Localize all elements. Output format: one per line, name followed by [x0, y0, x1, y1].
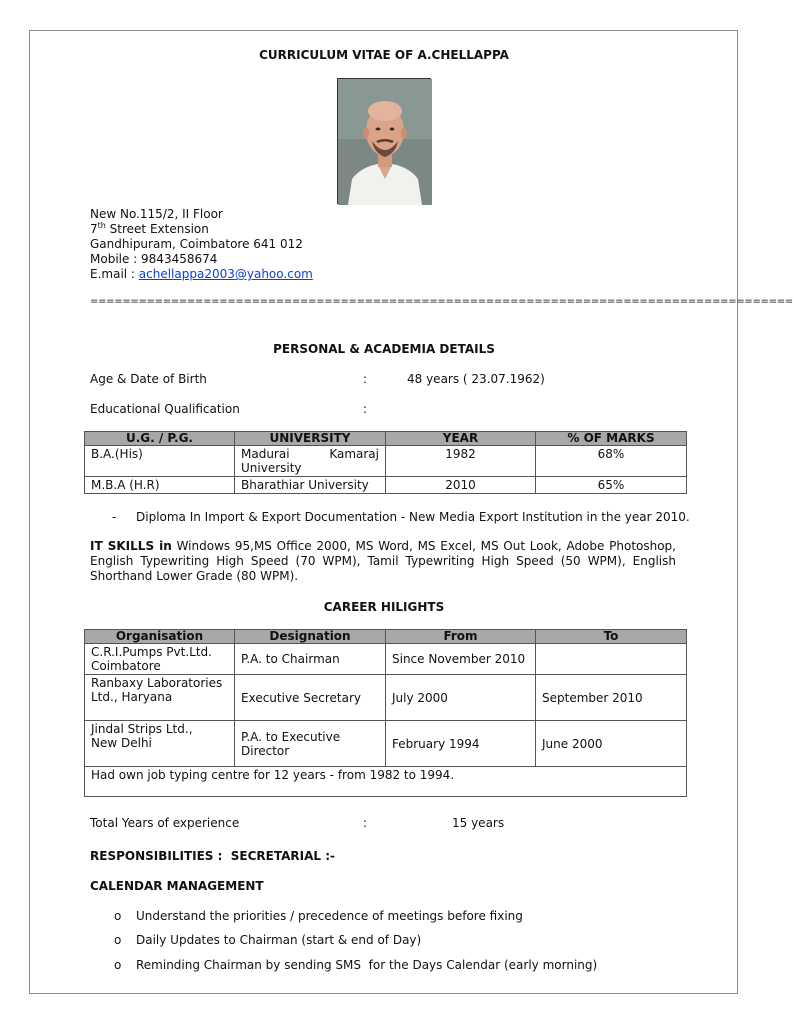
separator-line: ======================================================================================= [90, 296, 793, 307]
column-header: % OF MARKS [536, 432, 687, 446]
address-block [90, 207, 313, 282]
edu-label: Educational Qualification [90, 402, 240, 416]
calendar-heading: CALENDAR MANAGEMENT [90, 879, 264, 893]
column-header: UNIVERSITY [235, 432, 386, 446]
from-cell: February 1994 [386, 721, 536, 767]
experience-value: 15 years [452, 816, 505, 830]
career-heading: CAREER HILIGHTS [323, 600, 445, 614]
it-skills-label: IT SKILLS in [90, 539, 172, 553]
degree-cell: M.B.A (H.R) [85, 477, 235, 494]
typing-centre-note: Had own job typing centre for 12 years - from 1982 to 1994. [85, 767, 687, 797]
experience-label: Total Years of experience [90, 816, 240, 830]
edu-colon: : [363, 402, 368, 416]
to-cell [536, 644, 687, 675]
column-header: From [386, 630, 536, 644]
designation-cell: P.A. to Executive Director [235, 721, 386, 767]
year-cell: 1982 [386, 446, 536, 477]
address-line-2: 7th Street Extension [90, 221, 209, 236]
degree-cell: B.A.(His) [85, 446, 235, 477]
table-row [85, 477, 687, 494]
profile-photo [337, 78, 431, 204]
organisation-cell: C.R.I.Pumps Pvt.Ltd. Coimbatore [85, 644, 235, 675]
age-colon: : [363, 372, 368, 386]
table-row [85, 446, 687, 477]
organisation-cell: Ranbaxy Laboratories Ltd., Haryana [85, 675, 235, 721]
column-header: To [536, 630, 687, 644]
diploma-text: Diploma In Import & Export Documentation - New Media Export Institution in the year 2010. [136, 510, 690, 524]
organisation-cell: Jindal Strips Ltd., New Delhi [85, 721, 235, 767]
calendar-item: Understand the priorities / precedence of meetings before fixing [136, 909, 523, 923]
email-link[interactable]: achellappa2003@yahoo.com [138, 267, 313, 281]
bullet-marker: o [114, 909, 122, 923]
bullet-marker: o [114, 958, 122, 972]
it-skills-paragraph [90, 539, 676, 584]
designation-cell: Executive Secretary [235, 675, 386, 721]
column-header: Designation [235, 630, 386, 644]
from-cell: Since November 2010 [386, 644, 536, 675]
table-footer-row [85, 767, 687, 797]
document-title: CURRICULUM VITAE OF A.CHELLAPPA [259, 48, 509, 62]
from-cell: July 2000 [386, 675, 536, 721]
column-header: U.G. / P.G. [85, 432, 235, 446]
mobile-number: Mobile : 9843458674 [90, 252, 218, 266]
designation-cell: P.A. to Chairman [235, 644, 386, 675]
university-cell: Bharathiar University [235, 477, 386, 494]
education-table [84, 431, 687, 494]
it-skills-text: Windows 95,MS Office 2000, MS Word, MS Excel, MS Out Look, Adobe Photoshop, English Typewriting High Speed (70 WPM), Tamil Typewriting High Speed (50 WPM), English Shorthand Lower Grade (80 WPM). [90, 539, 676, 583]
address-line-3: Gandhipuram, Coimbatore 641 012 [90, 237, 303, 251]
table-header-row [85, 630, 687, 644]
bullet-marker: o [114, 933, 122, 947]
portrait-image [338, 79, 432, 205]
personal-heading: PERSONAL & ACADEMIA DETAILS [273, 342, 495, 356]
age-value: 48 years ( 23.07.1962) [407, 372, 545, 386]
column-header: YEAR [386, 432, 536, 446]
column-header: Organisation [85, 630, 235, 644]
calendar-item: Reminding Chairman by sending SMS for the Days Calendar (early morning) [136, 958, 598, 972]
experience-colon: : [363, 816, 368, 830]
diploma-dash: - [112, 510, 117, 524]
calendar-item: Daily Updates to Chairman (start & end of Day) [136, 933, 422, 947]
responsibilities-heading: RESPONSIBILITIES : SECRETARIAL :- [90, 849, 335, 863]
table-row [85, 675, 687, 721]
table-row [85, 721, 687, 767]
marks-cell: 68% [536, 446, 687, 477]
to-cell: June 2000 [536, 721, 687, 767]
table-header-row [85, 432, 687, 446]
year-cell: 2010 [386, 477, 536, 494]
table-row [85, 644, 687, 675]
email-line: E.mail : achellappa2003@yahoo.com [90, 267, 313, 281]
address-line-1: New No.115/2, II Floor [90, 207, 223, 221]
to-cell: September 2010 [536, 675, 687, 721]
marks-cell: 65% [536, 477, 687, 494]
career-table [84, 629, 687, 797]
university-cell: Madurai Kamaraj University [235, 446, 386, 477]
age-label: Age & Date of Birth [90, 372, 207, 386]
